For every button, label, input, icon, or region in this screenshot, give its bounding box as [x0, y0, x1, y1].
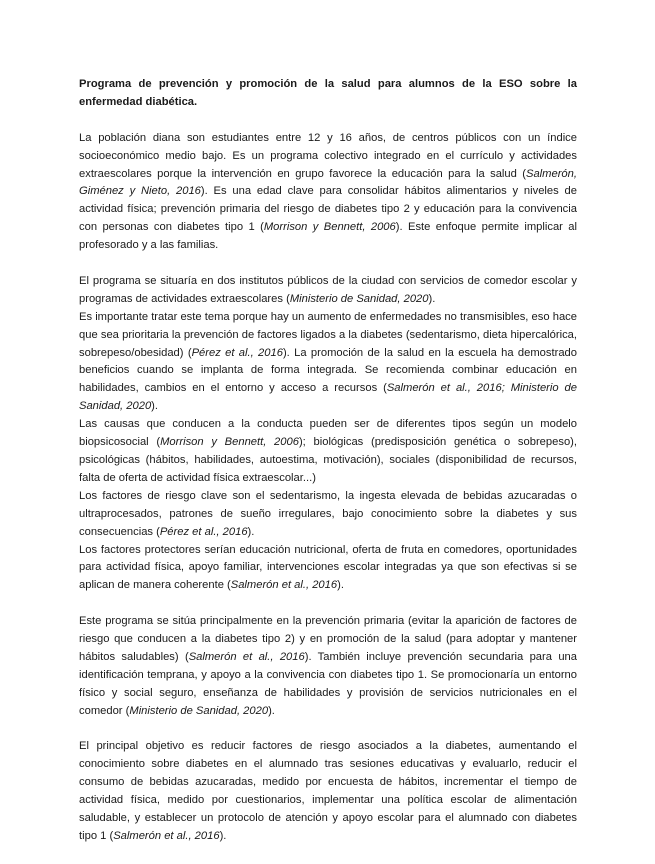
text-run: ). — [337, 579, 344, 592]
citation: Salmerón, Giménez y Nieto, 2016 — [79, 167, 577, 198]
text-run: ). — [428, 292, 436, 305]
text-run: Las causas que conducen a la conducta pueden ser de diferentes tipos según un modelo biopsicosocial ( — [79, 418, 577, 449]
text-run: El principal objetivo es reducir factores de riesgo asociados a la diabetes, aumentando el conocimiento sobre diabetes en el alumnado tras sesiones educativas y evaluarlo, reducir el consumo de bebidas azucaradas, medido por encuesta de hábitos, incrementar el tiempo de actividad física, medido por cuestionarios, implementar una política escolar de alimentación saludable, y establecer un protocolo de atención y apoyo escolar para el alumnado con diabetes tipo 1 ( — [79, 740, 577, 842]
paragraph-target-population — [79, 130, 577, 255]
document-title: Programa de prevención y promoción de la salud para alumnos de la ESO sobre la enfermedad diabética. — [79, 78, 577, 108]
context-importance — [79, 309, 577, 416]
paragraph-prevention-level — [79, 613, 577, 720]
citation: Salmerón et al., 2016; Ministerio de Sanidad, 2020 — [79, 382, 577, 413]
paragraph-objectives — [79, 738, 577, 845]
text-run: El programa se situaría en dos institutos públicos de la ciudad con servicios de comedor escolar y programas de actividades extraescolares ( — [79, 274, 577, 305]
text-run: La población diana son estudiantes entre 12 y 16 años, de centros públicos con un índice socioeconómico medio bajo. Es un programa colectivo integrado en el currículo y actividades extraescolares porque la intervención en grupo favorece la educación para la salud ( — [79, 131, 577, 180]
citation: Salmerón et al., 2016 — [188, 650, 305, 663]
text-run: Los factores de riesgo clave son el sedentarismo, la ingesta elevada de bebidas azucaradas o ultraprocesados, patrones de sueño irregulares, bajo conocimiento sobre la diabetes y sus consecuencias ( — [79, 489, 577, 538]
citation: Ministerio de Sanidad, 2020 — [129, 704, 269, 717]
text-run: ). — [268, 704, 275, 717]
context-causes — [79, 416, 577, 488]
text-run: ); biológicas (predisposición genética o sobrepeso), psicológicas (hábitos, habilidades, autoestima, motivación), sociales (disponibilidad de recursos, falta de oferta de actividad física extraescolar...) — [79, 436, 577, 484]
text-run: ). Este enfoque permite implicar al profesorado y a las familias. — [79, 221, 578, 252]
citation: Morrison y Bennett, 2006 — [160, 436, 299, 449]
text-run: Este programa se sitúa principalmente en la prevención primaria (evitar la aparición de factores de riesgo que conducen a la diabetes tipo 2) y en promoción de la salud (para adoptar y mantener hábitos saludables) ( — [79, 615, 577, 663]
citation: Salmerón et al., 2016 — [113, 830, 220, 842]
text-run: ). También incluye prevención secundaria para una identificación temprana, y apoyo a la convivencia con diabetes tipo 1. Se promocionaría un entorno físico y social seguro, enseñanza de habilidades y provisión de servicios nutricionales en el comedor ( — [79, 650, 577, 717]
context-protective-factors — [79, 542, 577, 596]
paragraph-context — [79, 273, 577, 595]
text-run: ). — [247, 525, 255, 538]
context-risk-factors — [79, 488, 577, 542]
text-run: ). — [151, 400, 159, 413]
document-body — [79, 76, 577, 864]
text-run: ). La promoción de la salud en la escuela ha demostrado beneficios cuando se implanta de forma integrada. Se recomienda combinar educación en habilidades, cambios en el entorno y acceso a recursos ( — [79, 346, 577, 395]
text-run: Es importante tratar este tema porque hay un aumento de enfermedades no transmisibles, eso hace que sea prioritaria la prevención de factores ligados a la diabetes (sedentarismo, dieta hipercalórica, sobrepeso/obesidad) ( — [79, 310, 577, 359]
citation: Pérez et al., 2016 — [159, 525, 248, 538]
context-location — [79, 273, 577, 309]
citation: Morrison y Bennett, 2006 — [263, 221, 396, 234]
text-run: Los factores protectores serían educación nutricional, oferta de fruta en comedores, oportunidades para actividad física, apoyo familiar, intervenciones escolar integradas ya que son efectivas si se aplican de manera coherente ( — [79, 543, 577, 592]
citation: Ministerio de Sanidad, 2020 — [289, 292, 429, 305]
text-run: ). — [219, 830, 227, 842]
citation: Pérez et al., 2016 — [191, 346, 283, 359]
text-run: ). Es una edad clave para consolidar hábitos alimentarios y niveles de actividad física; prevención primaria del riesgo de diabetes tipo 2 y educación para la convivencia con personas con diabetes tipo 1 ( — [79, 185, 577, 234]
citation: Salmerón et al., 2016 — [230, 579, 338, 592]
